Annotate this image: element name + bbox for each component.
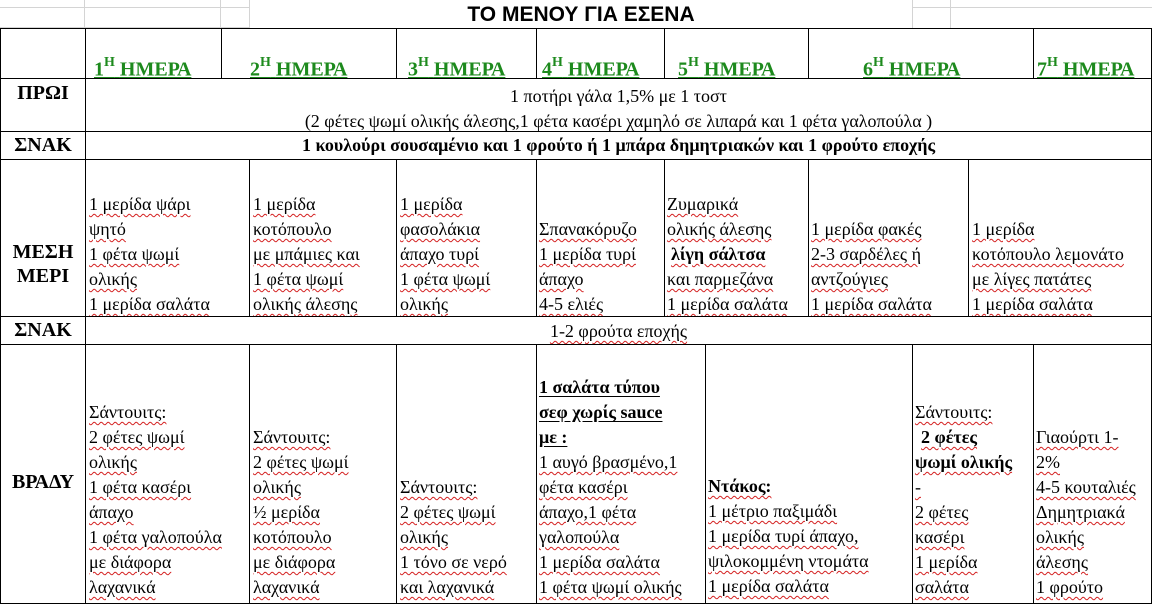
meal-line: 1 μερίδα σαλάτα bbox=[667, 294, 788, 314]
dinner-day-6[interactable] bbox=[912, 344, 1034, 604]
dinner-day-1[interactable] bbox=[85, 344, 250, 604]
day-label: $2^H$ ΗΜΕΡΑ bbox=[250, 55, 348, 79]
grid-line bbox=[912, 7, 1152, 8]
meal-line: φέτα κασέρι bbox=[539, 477, 628, 497]
day-header-2[interactable] bbox=[221, 28, 397, 79]
meal-line: με μπάμιες και bbox=[253, 244, 360, 264]
breakfast-line-2: (2 φέτες ψωμί ολικής άλεσης,1 φέτα κασέρι χαμηλό σε λιπαρά και 1 φέτα γαλοπούλα ) bbox=[304, 111, 933, 131]
day-header-4[interactable] bbox=[536, 28, 665, 79]
meal-line: 4-5 κουταλιές bbox=[1036, 477, 1136, 497]
meal-line: 1 φέτα ψωμί ολικής bbox=[539, 577, 682, 597]
meal-line: ψητό bbox=[89, 219, 126, 239]
meal-line: άλεσης bbox=[1036, 552, 1088, 572]
meal-line: με διάφορα bbox=[89, 552, 172, 572]
day-header-1[interactable] bbox=[85, 28, 222, 79]
row-label-dinner[interactable]: ΒΡΑΔΥ bbox=[0, 344, 86, 604]
meal-line: 1 μερίδα bbox=[400, 194, 463, 214]
meal-line: 1 μερίδα σαλάτα bbox=[708, 576, 829, 596]
day-label: $7^H$ ΗΜΕΡΑ bbox=[1037, 55, 1135, 79]
row-label-snack-2[interactable]: ΣΝΑΚ bbox=[0, 316, 86, 345]
dinner-day-5[interactable] bbox=[705, 344, 913, 604]
meal-line: 1 σαλάτα τύπου bbox=[539, 377, 660, 397]
meal-line: άπαχο τυρί bbox=[400, 244, 480, 264]
dinner-day-4[interactable] bbox=[536, 344, 706, 604]
meal-line: 2 φέτες bbox=[915, 502, 969, 522]
lunch-day-2[interactable] bbox=[249, 159, 397, 317]
breakfast-cell[interactable] bbox=[85, 78, 1152, 132]
meal-line: φασολάκια bbox=[400, 219, 481, 239]
meal-line: ½ μερίδα bbox=[253, 502, 320, 522]
meal-line: Σάντουιτς: bbox=[400, 477, 478, 497]
day-label: $1^H$ ΗΜΕΡΑ bbox=[94, 55, 192, 79]
grid-line bbox=[0, 7, 250, 8]
meal-line: 1 μερίδα τυρί άπαχο, bbox=[708, 526, 859, 546]
meal-line: αντζούγιες bbox=[811, 269, 888, 289]
meal-line: 1 μερίδα σαλάτα bbox=[972, 294, 1093, 314]
meal-line: - bbox=[915, 477, 921, 497]
row-label-lunch-line-1: ΜΕΣΗ bbox=[12, 241, 74, 263]
meal-line: 1 μέτριο παξιμάδι bbox=[708, 501, 838, 521]
snack-2-text: 1-2 φρούτα εποχής bbox=[549, 321, 688, 341]
snack-1-cell[interactable] bbox=[85, 131, 1152, 160]
meal-line: Δημητριακά bbox=[1036, 502, 1125, 522]
day-header-6[interactable] bbox=[808, 28, 1034, 79]
meal-line: 1 μερίδα σαλάτα bbox=[89, 294, 210, 314]
meal-line: Ντάκος: bbox=[708, 476, 772, 496]
meal-line: 2% bbox=[1036, 452, 1060, 472]
meal-line: 1 φέτα ψωμί bbox=[253, 269, 344, 289]
meal-line: και λαχανικά bbox=[400, 577, 495, 597]
meal-line: Σάντουιτς: bbox=[89, 402, 167, 422]
meal-line: 1 φέτα ψωμί bbox=[400, 269, 491, 289]
meal-line: άπαχο bbox=[89, 502, 134, 522]
row-label-snack-1[interactable]: ΣΝΑΚ bbox=[0, 131, 86, 160]
day-header-3[interactable] bbox=[396, 28, 537, 79]
dinner-day-7[interactable] bbox=[1033, 344, 1152, 604]
breakfast-line-1: 1 ποτήρι γάλα 1,5% με 1 τοστ bbox=[510, 86, 727, 106]
meal-line: 1 φέτα κασέρι bbox=[89, 477, 192, 497]
meal-line: ολικής bbox=[253, 477, 301, 497]
day-label: $6^H$ ΗΜΕΡΑ bbox=[863, 55, 961, 79]
meal-line: 1 μερίδα τυρί bbox=[539, 244, 636, 264]
lunch-day-5[interactable] bbox=[664, 159, 809, 317]
dinner-day-3[interactable] bbox=[396, 344, 537, 604]
row-label-lunch[interactable] bbox=[0, 159, 86, 317]
meal-line: 1 αυγό βρασμένο,1 bbox=[539, 452, 678, 472]
meal-line: και παρμεζάνα bbox=[667, 269, 774, 289]
meal-line: 1 φέτα γαλοπούλα bbox=[89, 527, 222, 547]
meal-line: γαλοπούλα bbox=[539, 527, 620, 547]
meal-line: Σάντουιτς: bbox=[253, 427, 331, 447]
meal-line: 4-5 ελιές bbox=[539, 294, 604, 314]
lunch-day-7[interactable] bbox=[968, 159, 1152, 317]
day-header-5[interactable] bbox=[664, 28, 809, 79]
meal-line: 1 μερίδα σαλάτα bbox=[811, 294, 932, 314]
page-title: ΤΟ ΜΕΝΟΥ ΓΙΑ ΕΣΕΝΑ bbox=[467, 3, 695, 26]
lunch-day-6[interactable] bbox=[808, 159, 969, 317]
meal-line: ολικής bbox=[1036, 527, 1084, 547]
meal-line: Γιαούρτι 1- bbox=[1036, 427, 1119, 447]
day-label: $5^H$ ΗΜΕΡΑ bbox=[678, 55, 776, 79]
grid-line bbox=[220, 0, 221, 28]
meal-line: λαχανικά bbox=[89, 577, 156, 597]
meal-line: λαχανικά bbox=[253, 577, 320, 597]
meal-line: ολικής bbox=[89, 452, 137, 472]
meal-line: ολικής bbox=[400, 527, 448, 547]
meal-line: κοτόπουλο bbox=[253, 527, 332, 547]
meal-line: 1 μερίδα bbox=[253, 194, 316, 214]
meal-line: ολικής bbox=[400, 294, 448, 314]
meal-line: 1 μερίδα φακές bbox=[811, 219, 922, 239]
meal-line: 2 φέτες ψωμί bbox=[400, 502, 496, 522]
meal-line: λίγη σάλτσα bbox=[671, 244, 766, 264]
meal-line: με λίγες πατάτες bbox=[972, 269, 1092, 289]
lunch-day-1[interactable] bbox=[85, 159, 250, 317]
meal-line: Ζυμαρικά bbox=[667, 194, 739, 214]
day-label: $3^H$ ΗΜΕΡΑ bbox=[408, 55, 506, 79]
meal-line: ολικής άλεσης bbox=[253, 294, 358, 314]
day-label: $4^H$ ΗΜΕΡΑ bbox=[542, 55, 640, 79]
dinner-day-2[interactable] bbox=[249, 344, 397, 604]
meal-line: 1 μερίδα σαλάτα bbox=[539, 552, 660, 572]
day-header-7[interactable] bbox=[1033, 28, 1152, 79]
meal-line: ψιλοκομμένη ντομάτα bbox=[708, 551, 869, 571]
meal-line: 1 φέτα ψωμί bbox=[89, 244, 180, 264]
meal-line: σαλάτα bbox=[915, 577, 969, 597]
meal-line: 1 μερίδα ψάρι bbox=[89, 194, 191, 214]
meal-line: Σάντουιτς: bbox=[915, 402, 993, 422]
meal-line: άπαχο,1 φέτα bbox=[539, 502, 637, 522]
meal-line: σεφ χωρίς sauce bbox=[539, 402, 663, 422]
meal-line: ολικής άλεσης bbox=[667, 219, 772, 239]
meal-line: 2 φέτες ψωμί bbox=[253, 452, 349, 472]
row-label-breakfast[interactable]: ΠΡΩΙ bbox=[0, 78, 86, 132]
snack-1-text: 1 κουλούρι σουσαμένιο και 1 φρούτο ή 1 μπάρα δημητριακών και 1 φρούτο εποχής bbox=[301, 135, 936, 155]
snack-2-cell[interactable] bbox=[85, 316, 1152, 345]
corner-cell[interactable] bbox=[0, 28, 86, 79]
meal-line: κασέρι bbox=[915, 527, 965, 547]
grid-line bbox=[950, 0, 951, 28]
meal-line: με διάφορα bbox=[253, 552, 336, 572]
meal-line: με : bbox=[539, 427, 568, 447]
grid-line bbox=[912, 0, 913, 28]
meal-line: ψωμί ολικής bbox=[915, 452, 1013, 472]
meal-line: 1 τόνο σε νερό bbox=[400, 552, 507, 572]
meal-line: 2 φέτες ψωμί bbox=[89, 427, 185, 447]
meal-line: Σπανακόρυζο bbox=[539, 219, 637, 239]
meal-line: 2-3 σαρδέλες ή bbox=[811, 244, 921, 264]
lunch-day-3[interactable] bbox=[396, 159, 537, 317]
meal-line: 1 φρούτο bbox=[1036, 577, 1104, 597]
grid-line bbox=[84, 0, 85, 28]
lunch-day-4[interactable] bbox=[536, 159, 665, 317]
meal-line: άπαχο bbox=[539, 269, 584, 289]
row-label-lunch-line-2: ΜΕΡΙ bbox=[16, 265, 70, 287]
meal-line: ολικής bbox=[89, 269, 137, 289]
meal-line: 1 μερίδα bbox=[972, 219, 1035, 239]
meal-line: 2 φέτες bbox=[921, 427, 978, 447]
meal-line: 1 μερίδα bbox=[915, 552, 978, 572]
meal-line: κοτόπουλο λεμονάτο bbox=[972, 244, 1124, 264]
meal-line: κοτόπουλο bbox=[253, 219, 332, 239]
